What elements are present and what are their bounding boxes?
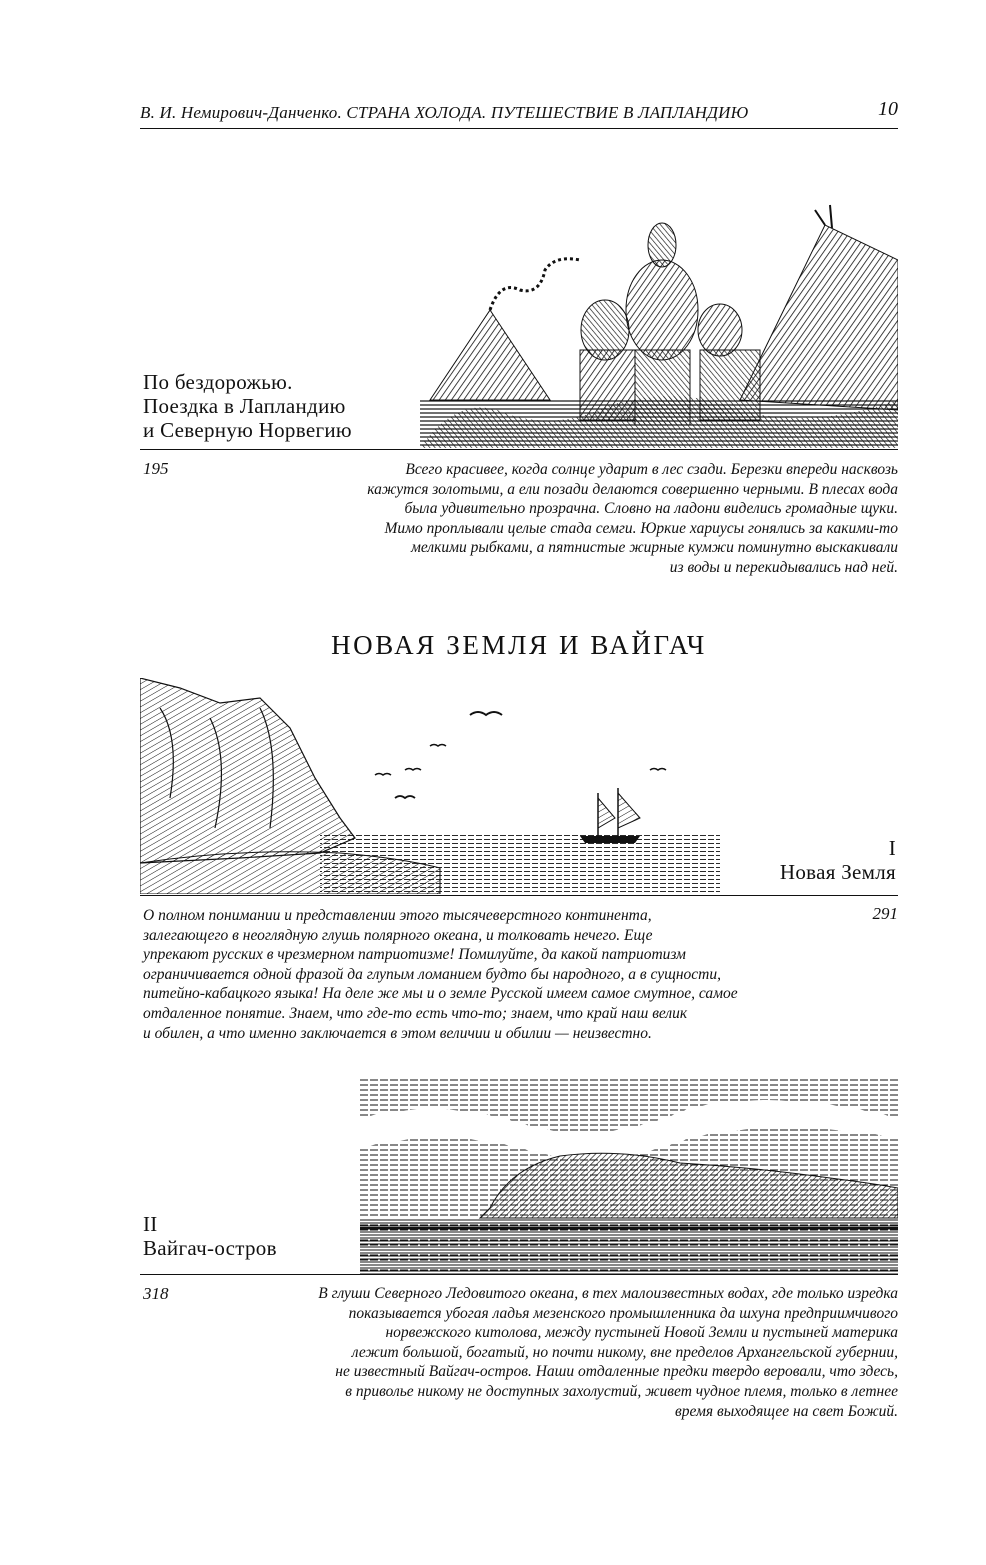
excerpt-line: была удивительно прозрачна. Словно на ладони виделись громадные щуки. (404, 500, 898, 518)
excerpt-line: О полном понимании и представлении этого тысячеверстного континента, (143, 907, 652, 924)
excerpt-line: ограничивается одной фразой да глупым ломанием будто бы народного, а в сущности, (143, 965, 721, 983)
lapland-engraving (420, 200, 898, 448)
section1-title-line: и Северную Норвегию (143, 418, 352, 442)
excerpt-line: упрекают русских в чрезмерном патриотизме! Помилуйте, да какой патриотизм (143, 946, 686, 964)
section3-title (143, 1212, 277, 1260)
excerpt-line: Всего красивее, когда солнце ударит в лес сзади. Березки впереди насквозь (405, 461, 898, 478)
section1-excerpt (258, 460, 898, 578)
excerpt-line: отдаленное понятие. Знаем, что где-то есть что-то; знаем, что край наш велик (143, 1004, 688, 1022)
section3-page-ref: 318 (143, 1284, 169, 1303)
excerpt-line: залегающего в неоглядную глушь полярного океана, и толковать нечего. Еще (143, 926, 653, 944)
section2-title (740, 836, 896, 884)
excerpt-line: норвежского китолова, между пустыней Новой Земли и пустыней материка (385, 1324, 898, 1342)
excerpt-line: В глуши Северного Ледовитого океана, в тех малоизвестных водах, где только изредка (318, 1285, 898, 1302)
section1-title (143, 370, 352, 442)
section2-page-ref: 291 (872, 904, 898, 923)
section3-title-text: Вайгач-остров (143, 1236, 277, 1260)
section2-excerpt (143, 906, 738, 1043)
excerpt-line: время выходящее на свет Божий. (675, 1402, 898, 1420)
section3-numeral: II (143, 1212, 158, 1236)
section1-page-ref: 195 (143, 459, 169, 478)
excerpt-line: из воды и перекидывались над ней. (669, 558, 898, 576)
section2-rule (140, 895, 898, 896)
page-number: 10 (878, 98, 898, 120)
chapter-heading: НОВАЯ ЗЕМЛЯ И ВАЙГАЧ (331, 630, 707, 660)
excerpt-line: питейно-кабацкого языка! На деле же мы и о земле Русской имеем самое смутное, самое (143, 985, 738, 1003)
section3-rule (140, 1274, 898, 1275)
excerpt-line: кажутся золотыми, а ели позади делаются совершенно черными. В плесах вода (367, 480, 898, 498)
section2-title-text: Новая Земля (779, 860, 896, 884)
section1-rule (140, 449, 898, 450)
running-title: В. И. Немирович-Данченко. СТРАНА ХОЛОДА. ПУТЕШЕСТВИЕ В ЛАПЛАНДИЮ (140, 103, 749, 122)
excerpt-line: мелкими рыбками, а пятнистые жирные кумжи поминутно выскакивали (410, 539, 898, 557)
novaya-zemlya-engraving (140, 678, 720, 894)
running-head (140, 96, 898, 129)
section3-excerpt (208, 1284, 898, 1421)
excerpt-line: в приволье никому не доступных захолустий, живет чудное племя, только в летнее (345, 1382, 898, 1400)
excerpt-line: не известный Вайгач-остров. Наши отдаленные предки твердо веровали, что здесь, (335, 1363, 898, 1381)
vaygach-engraving (360, 1078, 898, 1274)
excerpt-line: показывается убогая ладья мезенского промышленника да шхуна предприимчивого (348, 1304, 898, 1322)
excerpt-line: Мимо проплывали целые стада семги. Юркие хариусы гонялись за какими-то (384, 519, 898, 537)
section1-title-line: Поездка в Лапландию (143, 394, 346, 418)
section1-title-line: По бездорожью. (143, 370, 293, 394)
excerpt-line: лежит большой, богатый, но почти никому, вне пределов Архангельской губернии, (351, 1343, 898, 1361)
section2-numeral: I (888, 836, 896, 860)
excerpt-line: и обилен, а что именно заключается в этом величии и обилии — неизвестно. (143, 1024, 652, 1042)
